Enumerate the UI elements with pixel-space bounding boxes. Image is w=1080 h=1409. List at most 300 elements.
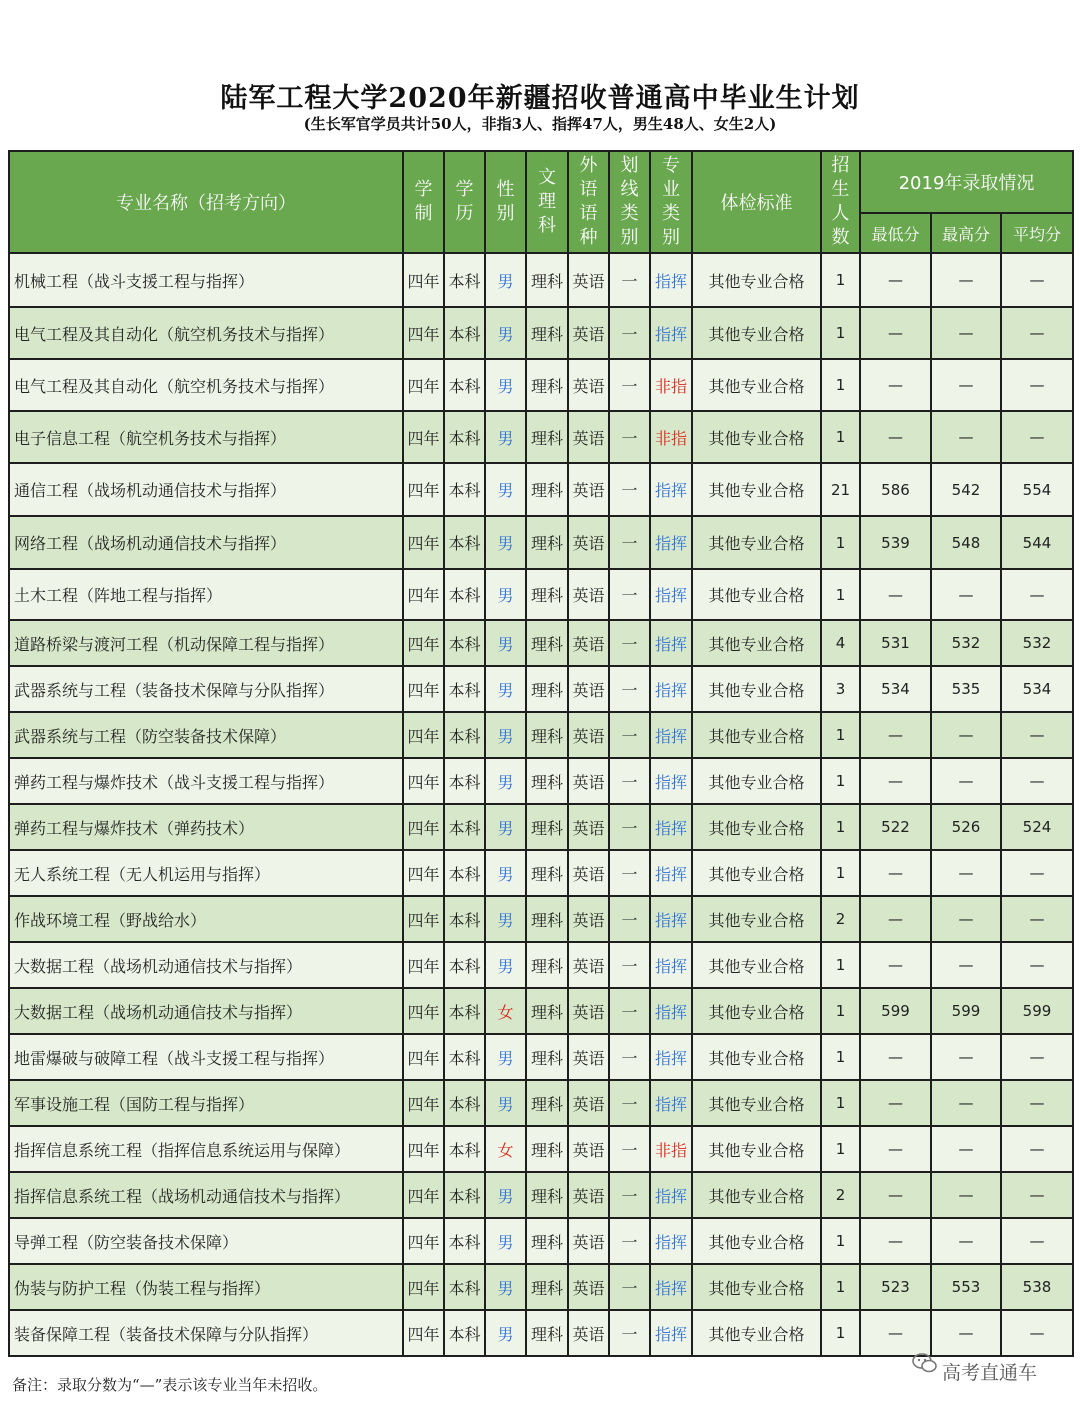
header-char: 生 — [831, 179, 850, 200]
page-title: 陆军工程大学2020年新疆招收普通高中毕业生计划 — [220, 83, 860, 114]
cell-avg: — — [1001, 896, 1073, 942]
cell-min: 522 — [860, 804, 931, 850]
header-char: 语 — [579, 203, 598, 224]
cell-avg: — — [1001, 1218, 1073, 1264]
cell-gender: 男 — [485, 1080, 526, 1126]
cell-subject: 理科 — [526, 516, 568, 569]
cell-gender: 男 — [485, 411, 526, 463]
cell-physical: 其他专业合格 — [692, 569, 821, 620]
cell-gender: 男 — [485, 463, 526, 516]
cell-duration: 四年 — [403, 1080, 444, 1126]
cell-max: 599 — [931, 988, 1001, 1034]
header-max: 最高分 — [931, 213, 1001, 253]
cell-language: 英语 — [568, 1310, 609, 1356]
cell-avg: — — [1001, 1126, 1073, 1172]
table-row — [9, 463, 1073, 516]
cell-degree: 本科 — [444, 1264, 485, 1310]
cell-gender: 男 — [485, 1034, 526, 1080]
cell-quota: 1 — [821, 516, 860, 569]
cell-min: 523 — [860, 1264, 931, 1310]
cell-name: 弹药工程与爆炸技术（弹药技术） — [9, 804, 403, 850]
header-char: 专 — [662, 155, 680, 176]
cell-gender: 男 — [485, 1310, 526, 1356]
header-min: 最低分 — [860, 213, 931, 253]
header-quota — [821, 151, 860, 253]
cell-name: 指挥信息系统工程（战场机动通信技术与指挥） — [9, 1172, 403, 1218]
table-row — [9, 1218, 1073, 1264]
table-row — [9, 1126, 1073, 1172]
table-row — [9, 516, 1073, 569]
cell-gender: 男 — [485, 359, 526, 411]
cell-duration: 四年 — [403, 1172, 444, 1218]
cell-batch: 一 — [609, 253, 650, 307]
cell-gender: 男 — [485, 666, 526, 712]
header-char: 别 — [620, 227, 639, 248]
header-char: 历 — [455, 203, 474, 224]
table-row — [9, 307, 1073, 359]
cell-name: 电气工程及其自动化（航空机务技术与指挥） — [9, 359, 403, 411]
cell-max: — — [931, 307, 1001, 359]
table-row — [9, 1034, 1073, 1080]
cell-quota: 3 — [821, 666, 860, 712]
cell-duration: 四年 — [403, 307, 444, 359]
cell-quota: 1 — [821, 1080, 860, 1126]
cell-gender: 男 — [485, 569, 526, 620]
cell-min: — — [860, 1172, 931, 1218]
cell-category: 指挥 — [650, 804, 692, 850]
cell-max: — — [931, 712, 1001, 758]
cell-physical: 其他专业合格 — [692, 1310, 821, 1356]
cell-language: 英语 — [568, 620, 609, 666]
cell-category: 指挥 — [650, 516, 692, 569]
cell-subject: 理科 — [526, 463, 568, 516]
cell-subject: 理科 — [526, 1126, 568, 1172]
header-major: 专业名称（招考方向） — [9, 151, 403, 253]
table-row — [9, 620, 1073, 666]
header-char: 理 — [538, 191, 556, 212]
cell-duration: 四年 — [403, 804, 444, 850]
cell-duration: 四年 — [403, 1310, 444, 1356]
header-char: 种 — [579, 227, 598, 248]
cell-quota: 1 — [821, 1034, 860, 1080]
cell-degree: 本科 — [444, 253, 485, 307]
cell-degree: 本科 — [444, 307, 485, 359]
cell-subject: 理科 — [526, 1264, 568, 1310]
cell-batch: 一 — [609, 463, 650, 516]
cell-physical: 其他专业合格 — [692, 896, 821, 942]
cell-min: — — [860, 758, 931, 804]
cell-max: — — [931, 1034, 1001, 1080]
cell-min: 599 — [860, 988, 931, 1034]
cell-category: 指挥 — [650, 569, 692, 620]
cell-physical: 其他专业合格 — [692, 1218, 821, 1264]
header-char: 划 — [620, 155, 639, 176]
cell-max: — — [931, 253, 1001, 307]
cell-name: 作战环境工程（野战给水） — [9, 896, 403, 942]
header-char: 性 — [496, 179, 515, 200]
cell-language: 英语 — [568, 712, 609, 758]
cell-language: 英语 — [568, 253, 609, 307]
cell-batch: 一 — [609, 804, 650, 850]
cell-min: — — [860, 1218, 931, 1264]
cell-batch: 一 — [609, 1172, 650, 1218]
cell-duration: 四年 — [403, 463, 444, 516]
cell-max: — — [931, 569, 1001, 620]
cell-physical: 其他专业合格 — [692, 758, 821, 804]
cell-degree: 本科 — [444, 988, 485, 1034]
cell-physical: 其他专业合格 — [692, 307, 821, 359]
cell-min: — — [860, 1034, 931, 1080]
cell-language: 英语 — [568, 1126, 609, 1172]
cell-degree: 本科 — [444, 359, 485, 411]
cell-max: 548 — [931, 516, 1001, 569]
cell-batch: 一 — [609, 1126, 650, 1172]
cell-degree: 本科 — [444, 712, 485, 758]
cell-language: 英语 — [568, 516, 609, 569]
cell-degree: 本科 — [444, 516, 485, 569]
cell-gender: 男 — [485, 712, 526, 758]
header-char: 外 — [579, 155, 598, 176]
cell-language: 英语 — [568, 1080, 609, 1126]
cell-subject: 理科 — [526, 758, 568, 804]
cell-category: 指挥 — [650, 758, 692, 804]
header-language — [568, 151, 609, 253]
cell-name: 军事设施工程（国防工程与指挥） — [9, 1080, 403, 1126]
cell-degree: 本科 — [444, 896, 485, 942]
cell-quota: 2 — [821, 1172, 860, 1218]
cell-language: 英语 — [568, 1218, 609, 1264]
cell-language: 英语 — [568, 758, 609, 804]
cell-name: 大数据工程（战场机动通信技术与指挥） — [9, 942, 403, 988]
cell-name: 土木工程（阵地工程与指挥） — [9, 569, 403, 620]
header-char: 类 — [662, 203, 680, 224]
header-degree — [444, 151, 485, 253]
cell-category: 指挥 — [650, 1218, 692, 1264]
watermark — [912, 1350, 1072, 1390]
cell-batch: 一 — [609, 850, 650, 896]
cell-batch: 一 — [609, 1264, 650, 1310]
cell-language: 英语 — [568, 942, 609, 988]
cell-category: 指挥 — [650, 1172, 692, 1218]
table-row — [9, 1172, 1073, 1218]
cell-subject: 理科 — [526, 942, 568, 988]
cell-quota: 1 — [821, 850, 860, 896]
cell-gender: 男 — [485, 253, 526, 307]
cell-batch: 一 — [609, 307, 650, 359]
cell-gender: 男 — [485, 942, 526, 988]
cell-degree: 本科 — [444, 804, 485, 850]
table-row — [9, 758, 1073, 804]
cell-gender: 男 — [485, 850, 526, 896]
cell-quota: 4 — [821, 620, 860, 666]
cell-category: 指挥 — [650, 988, 692, 1034]
cell-min: — — [860, 712, 931, 758]
cell-batch: 一 — [609, 1310, 650, 1356]
header-char: 业 — [662, 179, 680, 200]
cell-language: 英语 — [568, 359, 609, 411]
header-char: 数 — [831, 227, 850, 248]
cell-duration: 四年 — [403, 253, 444, 307]
cell-max: — — [931, 942, 1001, 988]
header-char: 学 — [455, 179, 474, 200]
cell-quota: 1 — [821, 1126, 860, 1172]
cell-language: 英语 — [568, 850, 609, 896]
table-row — [9, 988, 1073, 1034]
cell-physical: 其他专业合格 — [692, 359, 821, 411]
cell-category: 指挥 — [650, 712, 692, 758]
cell-subject: 理科 — [526, 359, 568, 411]
cell-name: 无人系统工程（无人机运用与指挥） — [9, 850, 403, 896]
cell-category: 指挥 — [650, 463, 692, 516]
cell-min: — — [860, 1126, 931, 1172]
cell-category: 指挥 — [650, 620, 692, 666]
cell-batch: 一 — [609, 516, 650, 569]
cell-physical: 其他专业合格 — [692, 942, 821, 988]
cell-name: 道路桥梁与渡河工程（机动保障工程与指挥） — [9, 620, 403, 666]
cell-max: — — [931, 896, 1001, 942]
cell-quota: 1 — [821, 569, 860, 620]
cell-category: 指挥 — [650, 253, 692, 307]
header-char: 招 — [831, 155, 850, 176]
cell-gender: 男 — [485, 307, 526, 359]
cell-max: 553 — [931, 1264, 1001, 1310]
table-row — [9, 411, 1073, 463]
cell-min: 539 — [860, 516, 931, 569]
cell-subject: 理科 — [526, 988, 568, 1034]
cell-quota: 1 — [821, 411, 860, 463]
cell-language: 英语 — [568, 666, 609, 712]
cell-degree: 本科 — [444, 569, 485, 620]
cell-name: 武器系统与工程（防空装备技术保障） — [9, 712, 403, 758]
cell-batch: 一 — [609, 1218, 650, 1264]
cell-min: 586 — [860, 463, 931, 516]
cell-category: 指挥 — [650, 1310, 692, 1356]
cell-duration: 四年 — [403, 411, 444, 463]
cell-duration: 四年 — [403, 620, 444, 666]
cell-language: 英语 — [568, 411, 609, 463]
cell-gender: 男 — [485, 896, 526, 942]
cell-category: 非指 — [650, 359, 692, 411]
cell-subject: 理科 — [526, 253, 568, 307]
header-history: 2019年录取情况 — [860, 151, 1073, 213]
cell-degree: 本科 — [444, 850, 485, 896]
cell-avg: — — [1001, 359, 1073, 411]
cell-quota: 1 — [821, 1264, 860, 1310]
cell-min: 534 — [860, 666, 931, 712]
cell-category: 指挥 — [650, 307, 692, 359]
header-char: 别 — [662, 227, 680, 248]
cell-language: 英语 — [568, 804, 609, 850]
cell-quota: 1 — [821, 988, 860, 1034]
cell-category: 非指 — [650, 411, 692, 463]
cell-min: — — [860, 850, 931, 896]
cell-max: 532 — [931, 620, 1001, 666]
table-row — [9, 850, 1073, 896]
cell-gender: 男 — [485, 1264, 526, 1310]
cell-batch: 一 — [609, 1034, 650, 1080]
table-row — [9, 1080, 1073, 1126]
cell-language: 英语 — [568, 307, 609, 359]
cell-duration: 四年 — [403, 1126, 444, 1172]
cell-subject: 理科 — [526, 896, 568, 942]
cell-avg: — — [1001, 1172, 1073, 1218]
cell-avg: — — [1001, 712, 1073, 758]
cell-gender: 男 — [485, 516, 526, 569]
cell-gender: 男 — [485, 758, 526, 804]
cell-subject: 理科 — [526, 1310, 568, 1356]
cell-physical: 其他专业合格 — [692, 666, 821, 712]
cell-batch: 一 — [609, 712, 650, 758]
cell-physical: 其他专业合格 — [692, 463, 821, 516]
table-row — [9, 1264, 1073, 1310]
cell-physical: 其他专业合格 — [692, 850, 821, 896]
cell-min: 531 — [860, 620, 931, 666]
cell-avg: 534 — [1001, 666, 1073, 712]
cell-avg: — — [1001, 411, 1073, 463]
cell-name: 装备保障工程（装备技术保障与分队指挥） — [9, 1310, 403, 1356]
cell-category: 指挥 — [650, 942, 692, 988]
cell-degree: 本科 — [444, 411, 485, 463]
cell-duration: 四年 — [403, 359, 444, 411]
cell-avg: 554 — [1001, 463, 1073, 516]
cell-max: — — [931, 359, 1001, 411]
cell-degree: 本科 — [444, 942, 485, 988]
cell-name: 导弹工程（防空装备技术保障） — [9, 1218, 403, 1264]
cell-batch: 一 — [609, 758, 650, 804]
cell-language: 英语 — [568, 1172, 609, 1218]
cell-quota: 1 — [821, 804, 860, 850]
admission-plan-table — [8, 150, 1074, 1357]
cell-name: 电气工程及其自动化（航空机务技术与指挥） — [9, 307, 403, 359]
cell-degree: 本科 — [444, 463, 485, 516]
page-subtitle: (生长军官学员共计50人，非指3人、指挥47人，男生48人、女生2人) — [303, 115, 777, 133]
cell-min: — — [860, 307, 931, 359]
cell-max: — — [931, 1172, 1001, 1218]
cell-max: — — [931, 1080, 1001, 1126]
cell-min: — — [860, 411, 931, 463]
cell-batch: 一 — [609, 666, 650, 712]
cell-name: 电子信息工程（航空机务技术与指挥） — [9, 411, 403, 463]
cell-quota: 1 — [821, 253, 860, 307]
watermark-text: 高考直通车 — [942, 1362, 1038, 1384]
cell-language: 英语 — [568, 463, 609, 516]
cell-max: 535 — [931, 666, 1001, 712]
cell-gender: 男 — [485, 804, 526, 850]
cell-max: — — [931, 758, 1001, 804]
cell-quota: 2 — [821, 896, 860, 942]
cell-max: 542 — [931, 463, 1001, 516]
header-physical: 体检标准 — [692, 151, 821, 253]
cell-batch: 一 — [609, 569, 650, 620]
cell-avg: — — [1001, 1310, 1073, 1356]
cell-language: 英语 — [568, 896, 609, 942]
cell-quota: 1 — [821, 1218, 860, 1264]
header-char: 人 — [831, 203, 850, 224]
cell-max: — — [931, 1310, 1001, 1356]
cell-subject: 理科 — [526, 1034, 568, 1080]
cell-language: 英语 — [568, 569, 609, 620]
cell-avg: — — [1001, 850, 1073, 896]
cell-avg: 532 — [1001, 620, 1073, 666]
cell-avg: — — [1001, 253, 1073, 307]
cell-degree: 本科 — [444, 1218, 485, 1264]
cell-subject: 理科 — [526, 1172, 568, 1218]
header-char: 文 — [538, 167, 556, 188]
cell-physical: 其他专业合格 — [692, 1172, 821, 1218]
header-gender — [485, 151, 526, 253]
cell-physical: 其他专业合格 — [692, 988, 821, 1034]
header-char: 语 — [579, 179, 598, 200]
cell-duration: 四年 — [403, 896, 444, 942]
header-batch — [609, 151, 650, 253]
cell-name: 通信工程（战场机动通信技术与指挥） — [9, 463, 403, 516]
cell-category: 非指 — [650, 1126, 692, 1172]
table-row — [9, 569, 1073, 620]
cell-duration: 四年 — [403, 666, 444, 712]
cell-physical: 其他专业合格 — [692, 411, 821, 463]
cell-avg: — — [1001, 758, 1073, 804]
table-row — [9, 359, 1073, 411]
cell-quota: 1 — [821, 942, 860, 988]
cell-name: 指挥信息系统工程（指挥信息系统运用与保障） — [9, 1126, 403, 1172]
cell-degree: 本科 — [444, 1172, 485, 1218]
cell-subject: 理科 — [526, 666, 568, 712]
cell-min: — — [860, 253, 931, 307]
cell-degree: 本科 — [444, 666, 485, 712]
cell-duration: 四年 — [403, 569, 444, 620]
table-row — [9, 896, 1073, 942]
header-char: 制 — [414, 203, 433, 224]
cell-degree: 本科 — [444, 1080, 485, 1126]
footnote: 备注：录取分数为“—”表示该专业当年未招收。 — [12, 1376, 328, 1394]
cell-avg: 544 — [1001, 516, 1073, 569]
cell-max: — — [931, 850, 1001, 896]
cell-min: — — [860, 569, 931, 620]
cell-avg: — — [1001, 1034, 1073, 1080]
cell-category: 指挥 — [650, 1034, 692, 1080]
cell-physical: 其他专业合格 — [692, 1126, 821, 1172]
cell-batch: 一 — [609, 988, 650, 1034]
cell-avg: — — [1001, 307, 1073, 359]
cell-duration: 四年 — [403, 988, 444, 1034]
cell-subject: 理科 — [526, 1080, 568, 1126]
cell-category: 指挥 — [650, 896, 692, 942]
cell-name: 网络工程（战场机动通信技术与指挥） — [9, 516, 403, 569]
cell-subject: 理科 — [526, 307, 568, 359]
table-row — [9, 253, 1073, 307]
cell-physical: 其他专业合格 — [692, 1080, 821, 1126]
table-row — [9, 942, 1073, 988]
cell-name: 弹药工程与爆炸技术（战斗支援工程与指挥） — [9, 758, 403, 804]
cell-batch: 一 — [609, 942, 650, 988]
cell-subject: 理科 — [526, 620, 568, 666]
cell-physical: 其他专业合格 — [692, 1264, 821, 1310]
cell-quota: 1 — [821, 307, 860, 359]
cell-name: 地雷爆破与破障工程（战斗支援工程与指挥） — [9, 1034, 403, 1080]
cell-subject: 理科 — [526, 850, 568, 896]
cell-max: 526 — [931, 804, 1001, 850]
cell-subject: 理科 — [526, 411, 568, 463]
cell-min: — — [860, 359, 931, 411]
cell-language: 英语 — [568, 988, 609, 1034]
cell-avg: 599 — [1001, 988, 1073, 1034]
cell-min: — — [860, 1080, 931, 1126]
wechat-icon — [912, 1352, 938, 1374]
cell-duration: 四年 — [403, 1218, 444, 1264]
table-row — [9, 712, 1073, 758]
cell-batch: 一 — [609, 359, 650, 411]
cell-physical: 其他专业合格 — [692, 1034, 821, 1080]
